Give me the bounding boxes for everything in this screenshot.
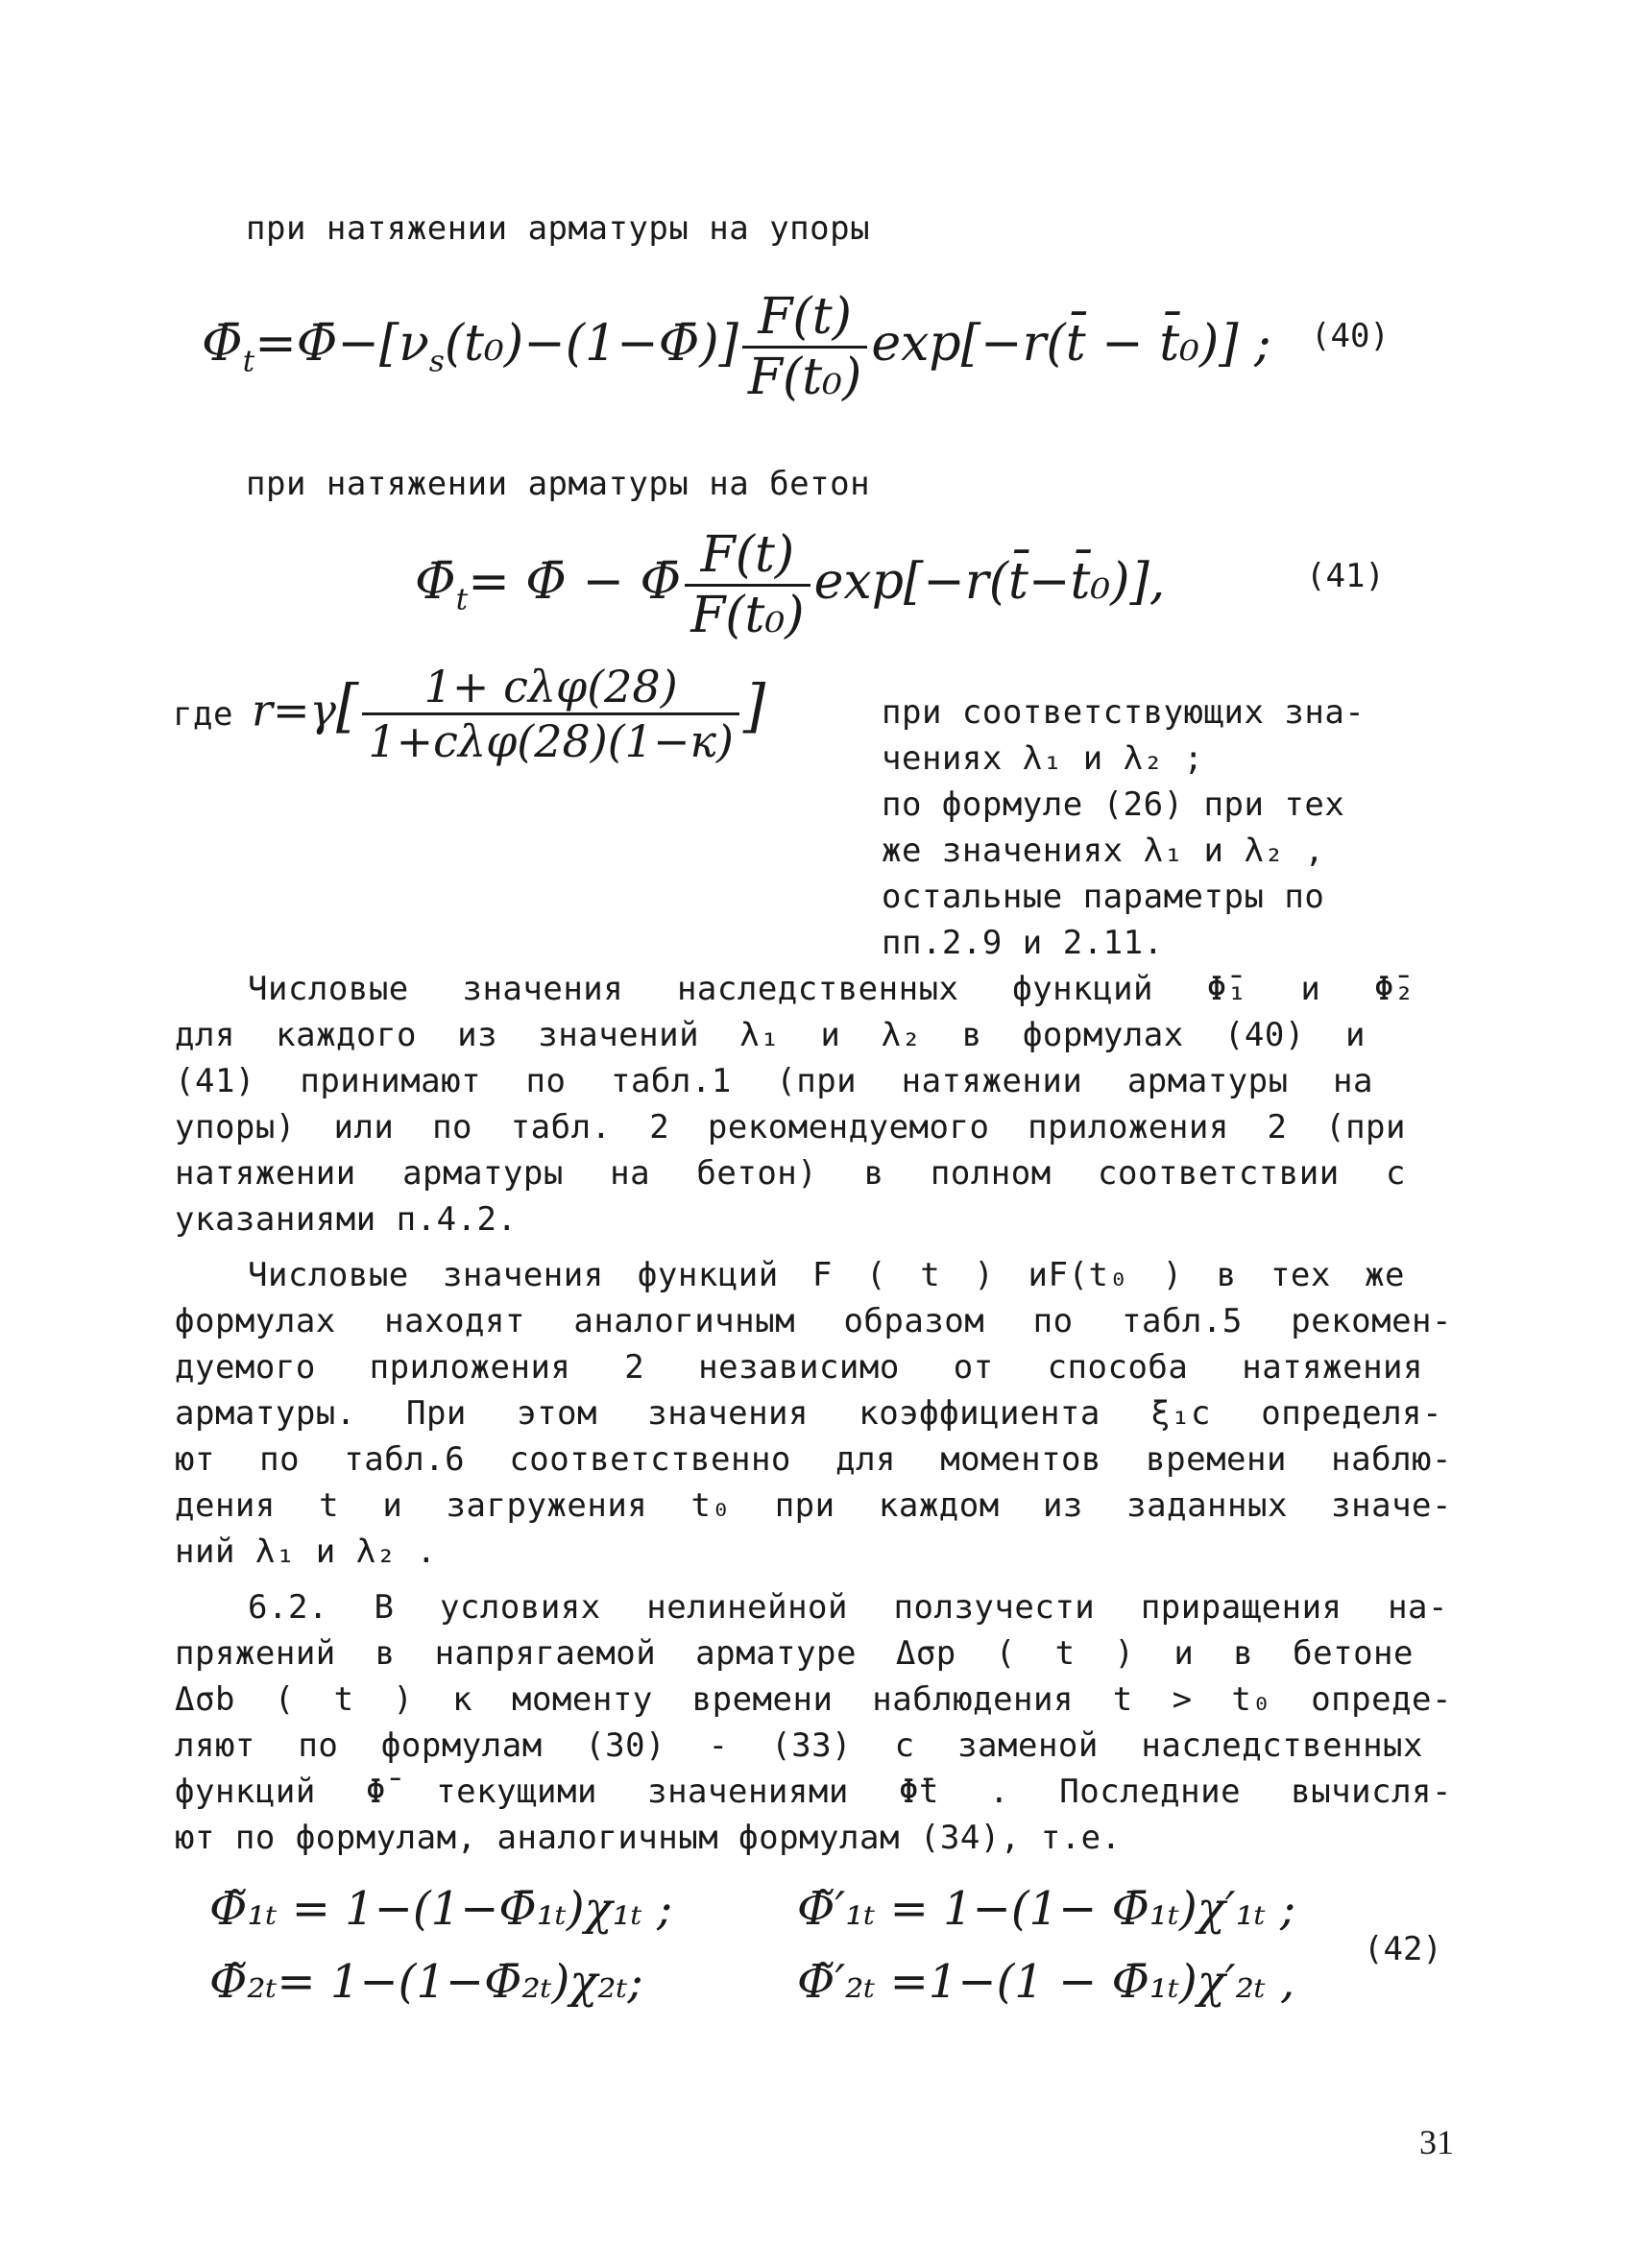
paragraph-3-line-5: функций Φ̄ текущими значениями Φ̄t . Последние вычисля- xyxy=(175,1773,1452,1811)
r-formula-open-bracket: [ xyxy=(336,672,359,740)
paragraph-2-line-7: ний λ₁ и λ₂ . xyxy=(175,1532,437,1571)
side-note-line-5: остальные параметры по xyxy=(882,878,1325,916)
formula-41 xyxy=(415,526,1165,644)
formula-41-part1: = Φ̄ − Φ̄ xyxy=(468,553,682,611)
paragraph-1-line-2: для каждого из значений λ₁ и λ₂ в формулах (40) и xyxy=(175,1016,1366,1054)
formula-40-lhs-sub: t xyxy=(242,344,255,379)
formula-41-denominator: F(t₀) xyxy=(690,587,805,644)
r-formula-lhs: r=γ xyxy=(252,684,337,736)
paragraph-3-line-3: Δσb ( t ) к моменту времени наблюдения t > t₀ опреде- xyxy=(175,1680,1452,1719)
formula-42-row-1-left: Φ̃₁ₜ = 1−(1−Φ̄₁ₜ)χ₁ₜ ; xyxy=(209,1882,673,1936)
formula-42-row-1-right: Φ̃′₁ₜ = 1−(1− Φ̄₁ₜ)χ′₁ₜ ; xyxy=(797,1882,1296,1936)
side-note-line-3: по формуле (26) при тех xyxy=(882,785,1345,824)
side-note-line-4: же значениях λ₁ и λ₂ , xyxy=(882,832,1325,870)
formula-41-lhs: Φ̄ xyxy=(415,553,456,611)
paragraph-2-line-5: ют по табл.6 соответственно для моментов времени наблю- xyxy=(175,1440,1452,1479)
where-label: где xyxy=(173,695,233,734)
paragraph-1-line-3: (41) принимают по табл.1 (при натяжении арматуры на xyxy=(175,1062,1373,1100)
paragraph-1-line-1: Числовые значения наследственных функций Φ̄₁ и Φ̄₂ xyxy=(248,970,1415,1008)
paragraph-1-line-4: упоры) или по табл. 2 рекомендуемого приложения 2 (при xyxy=(175,1108,1406,1146)
paragraph-3-line-4: ляют по формулам (30) - (33) с заменой наследственных xyxy=(175,1726,1423,1765)
formula-40-part2: (t₀)−(1−Φ̄)] xyxy=(444,315,738,373)
formula-40-lhs: Φ̄ xyxy=(202,315,243,373)
paragraph-2-line-4: арматуры. При этом значения коэффициента ξ₁c определя- xyxy=(175,1394,1442,1433)
page-number: 31 xyxy=(1419,2123,1454,2161)
r-formula-numerator: 1+ cλφ(28) xyxy=(362,661,739,715)
formula-41-numerator: F(t) xyxy=(685,526,810,587)
side-note-line-2: чениях λ₁ и λ₂ ; xyxy=(882,739,1204,778)
r-formula xyxy=(252,661,765,767)
formula-41-fraction xyxy=(685,526,810,644)
formula-40 xyxy=(202,288,1271,406)
paragraph-2-line-3: дуемого приложения 2 независимо от способа натяжения xyxy=(175,1348,1423,1387)
formula-40-part1-sub: s xyxy=(428,344,445,379)
section-heading-supports: при натяжении арматуры на упоры xyxy=(246,209,871,248)
formula-41-number: (41) xyxy=(1306,557,1385,595)
paragraph-2-line-2: формулах находят аналогичным образом по табл.5 рекомен- xyxy=(175,1302,1452,1340)
paragraph-2-line-1: Числовые значения функций F ( t ) иF(t₀ ) в тех же xyxy=(248,1256,1405,1294)
r-formula-fraction xyxy=(362,661,739,767)
formula-40-denominator: F(t₀) xyxy=(747,349,862,406)
formula-41-lhs-sub: t xyxy=(455,582,469,617)
paragraph-1-line-6: указаниями п.4.2. xyxy=(175,1200,518,1239)
paragraph-3-line-1: 6.2. В условиях нелинейной ползучести приращения на- xyxy=(248,1588,1448,1627)
formula-40-number: (40) xyxy=(1311,317,1390,355)
formula-40-part1: =Φ̄−[ν xyxy=(254,315,429,373)
paragraph-3-line-6: ют по формулам, аналогичным формулам (34), т.е. xyxy=(175,1819,1122,1857)
formula-40-numerator: F(t) xyxy=(742,288,867,349)
formula-42-row-2-right: Φ̃′₂ₜ =1−(1 − Φ̄₁ₜ)χ′₂ₜ , xyxy=(797,1955,1295,2009)
paragraph-1-line-5: натяжении арматуры на бетон) в полном соответствии с xyxy=(175,1154,1406,1193)
section-heading-concrete: при натяжении арматуры на бетон xyxy=(246,465,871,503)
formula-40-tail: exp[−r(t̄ − t̄₀)] ; xyxy=(871,315,1271,373)
paragraph-2-line-6: дения t и загружения t₀ при каждом из заданных значе- xyxy=(175,1486,1452,1525)
side-note-line-1: при соответствующих зна- xyxy=(882,693,1366,732)
formula-42-number: (42) xyxy=(1364,1930,1442,1968)
r-formula-denominator: 1+cλφ(28)(1−к) xyxy=(368,715,734,767)
paragraph-3-line-2: пряжений в напрягаемой арматуре Δσp ( t ) и в бетоне xyxy=(175,1634,1414,1673)
formula-41-tail: exp[−r(t̄−t̄₀)], xyxy=(813,553,1166,611)
side-note-line-6: пп.2.9 и 2.11. xyxy=(882,924,1164,962)
formula-40-fraction xyxy=(742,288,867,406)
r-formula-close-bracket: ] xyxy=(742,672,766,740)
formula-42-row-2-left: Φ̃₂ₜ= 1−(1−Φ̄₂ₜ)χ₂ₜ; xyxy=(209,1955,643,2009)
